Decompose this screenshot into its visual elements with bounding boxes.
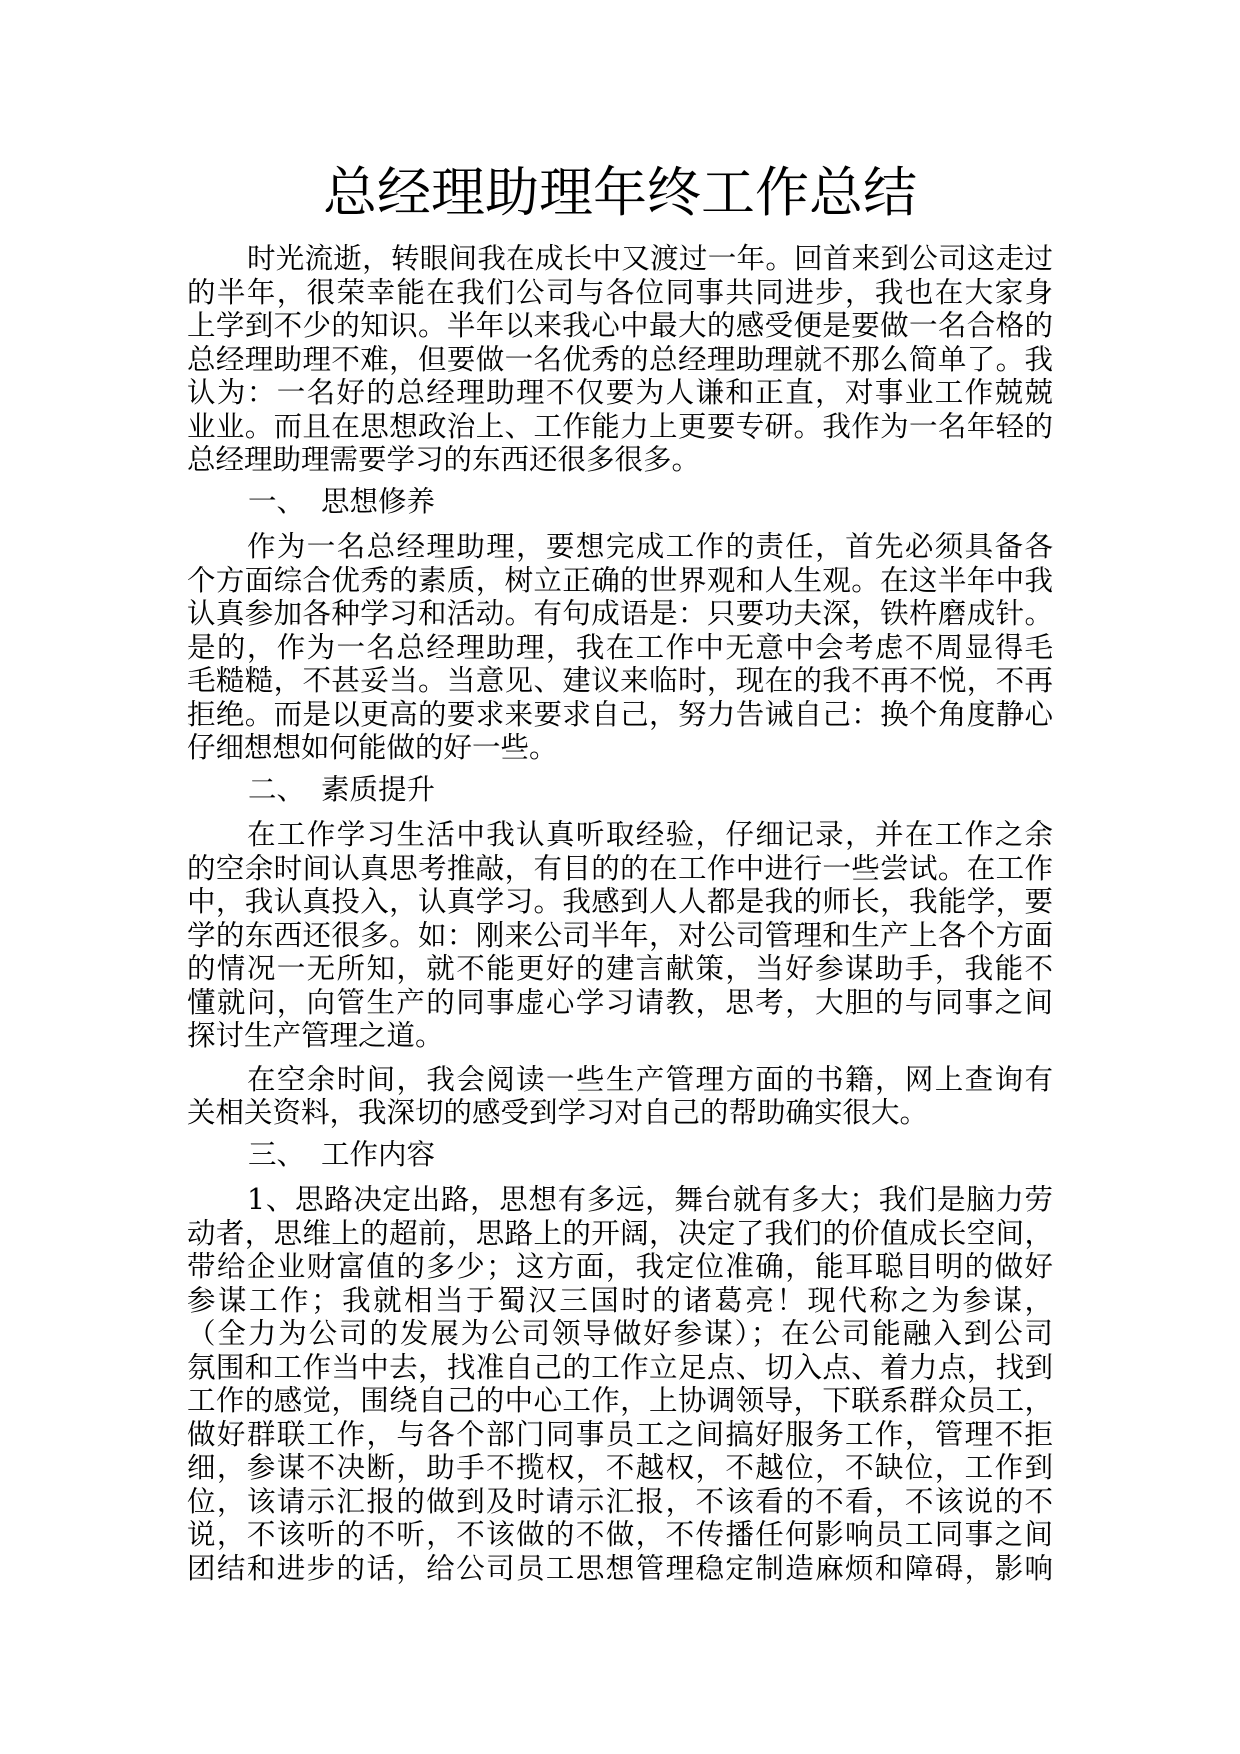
paragraph-line: 业业。而且在思想政治上、工作能力上更要专研。我作为一名年轻的 [187, 409, 1053, 443]
section-number: 二、 [248, 772, 306, 806]
paragraph-line: 个方面综合优秀的素质，树立正确的世界观和人生观。在这半年中我 [187, 563, 1053, 597]
paragraph-line: 认为：一名好的总经理助理不仅要为人谦和正直，对事业工作兢兢 [187, 376, 1053, 409]
paragraph-line: 懂就问，向管生产的同事虚心学习请教，思考，大胆的与同事之间 [187, 985, 1053, 1019]
section-number: 一、 [248, 484, 306, 518]
paragraph-line: 1、思路决定出路，思想有多远，舞台就有多大；我们是脑力劳 [247, 1183, 1053, 1216]
paragraph-line: 的半年，很荣幸能在我们公司与各位同事共同进步，我也在大家身 [187, 275, 1053, 309]
paragraph-line: 的空余时间认真思考推敲，有目的的在工作中进行一些尝试。在工作 [187, 851, 1053, 885]
paragraph-line: 参谋工作；我就相当于蜀汉三国时的诸葛亮！现代称之为参谋， [187, 1283, 1053, 1317]
section-title: 思想修养 [321, 484, 436, 518]
paragraph [187, 530, 1053, 765]
section-title: 素质提升 [321, 772, 436, 806]
paragraph-line: 总经理助理不难，但要做一名优秀的总经理助理就不那么简单了。我 [187, 342, 1053, 376]
paragraph [187, 818, 1053, 1053]
paragraph-line: 氛围和工作当中去，找准自己的工作立足点、切入点、着力点，找到 [187, 1350, 1053, 1384]
paragraph-line: 是的，作为一名总经理助理，我在工作中无意中会考虑不周显得毛 [187, 630, 1053, 664]
paragraph-line: 做好群联工作，与各个部门同事员工之间搞好服务工作，管理不拒 [187, 1417, 1053, 1451]
paragraph-line: 细，参谋不决断，助手不揽权，不越权，不越位，不缺位，工作到 [187, 1451, 1053, 1484]
section-number: 三、 [248, 1137, 306, 1171]
paragraph-line: 团结和进步的话，给公司员工思想管理稳定制造麻烦和障碍，影响 [187, 1551, 1053, 1585]
paragraph-line: 时光流逝，转眼间我在成长中又渡过一年。回首来到公司这走过 [247, 242, 1053, 275]
paragraph-line: 在空余时间，我会阅读一些生产管理方面的书籍，网上查询有 [247, 1062, 1053, 1096]
document-body [187, 161, 1053, 1585]
paragraph-line: 拒绝。而是以更高的要求来要求自己，努力告诫自己：换个角度静心 [187, 697, 1053, 731]
paragraph-line: 仔细想想如何能做的好一些。 [187, 731, 558, 764]
paragraph-line: 带给企业财富值的多少；这方面，我定位准确，能耳聪目明的做好 [187, 1250, 1053, 1283]
paragraph-line: 探讨生产管理之道。 [187, 1019, 444, 1052]
paragraph [187, 1183, 1053, 1585]
section-title: 工作内容 [321, 1137, 436, 1171]
paragraph-line: 工作的感觉，围绕自己的中心工作，上协调领导，下联系群众员工， [187, 1384, 1053, 1417]
paragraph-line: 中，我认真投入，认真学习。我感到人人都是我的师长，我能学，要 [187, 885, 1053, 918]
paragraph-line: 认真参加各种学习和活动。有句成语是：只要功夫深，铁杵磨成针。 [187, 597, 1053, 630]
paragraph-line: 上学到不少的知识。半年以来我心中最大的感受便是要做一名合格的 [187, 309, 1053, 342]
paragraph-line: 学的东西还很多。如：刚来公司半年，对公司管理和生产上各个方面 [187, 918, 1053, 952]
section-heading [187, 773, 1053, 807]
paragraph-line: 在工作学习生活中我认真听取经验，仔细记录，并在工作之余 [247, 818, 1053, 851]
section-heading [187, 1138, 1053, 1172]
paragraph-line: 动者，思维上的超前，思路上的开阔，决定了我们的价值成长空间， [187, 1216, 1053, 1250]
paragraph-line: 毛糙糙，不甚妥当。当意见、建议来临时，现在的我不再不悦，不再 [187, 664, 1053, 697]
paragraph-line: 说，不该听的不听，不该做的不做，不传播任何影响员工同事之间 [187, 1518, 1053, 1551]
paragraph-line: 作为一名总经理助理，要想完成工作的责任，首先必须具备各 [247, 530, 1053, 563]
paragraph-line: （全力为公司的发展为公司领导做好参谋）；在公司能融入到公司 [187, 1317, 1053, 1350]
paragraph-intro [187, 242, 1053, 477]
paragraph-line: 总经理助理需要学习的东西还很多很多。 [187, 443, 701, 476]
paragraph-line: 的情况一无所知，就不能更好的建言献策，当好参谋助手，我能不 [187, 952, 1053, 985]
paragraph [187, 1063, 1053, 1130]
section-heading [187, 485, 1053, 519]
paragraph-line: 位，该请示汇报的做到及时请示汇报，不该看的不看，不该说的不 [187, 1484, 1053, 1518]
document-title: 总经理助理年终工作总结 [323, 161, 917, 224]
paragraph-line: 关相关资料，我深切的感受到学习对自己的帮助确实很大。 [187, 1096, 929, 1129]
